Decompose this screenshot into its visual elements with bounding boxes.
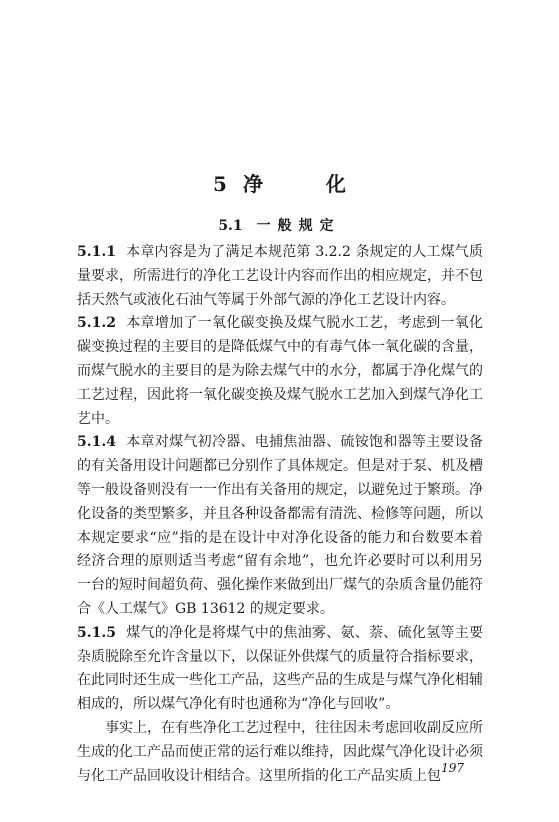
clause-paragraph <box>77 431 483 621</box>
clause-paragraph <box>77 312 483 431</box>
section-number: 5.1 <box>218 218 243 234</box>
page-number: 197 <box>441 761 464 775</box>
clause-paragraph <box>77 622 483 717</box>
section-title <box>0 215 559 235</box>
clause-number: 5.1.5 <box>77 624 116 641</box>
paragraph-text: 煤气的净化是将煤气中的焦油雾、氨、萘、硫化氢等主要杂质脱除至允许含量以下，以保证外供煤气的质量符合指标要求，在此同时还生成一些化工产品，这些产品的生成是与煤气净化相辅相成的，所以煤气净化有时也通称为“净化与回收”。 <box>77 624 483 713</box>
paragraph-text: 事实上，在有些净化工艺过程中，往往因未考虑回收副反应所生成的化工产品而使正常的运行难以维持，因此煤气净化设计必须与化工产品回收设计相结合。这里所指的化工产品实质上包 <box>77 719 483 784</box>
clause-paragraph <box>77 241 483 312</box>
paragraph-text: 本章对煤气初冷器、电捕焦油器、硫铵饱和器等主要设备的有关备用设计问题都已分别作了具体规定。但是对于泵、机及槽等一般设备则没有一一作出有关备用的规定，以避免过于繁琐。净化设备的类型繁多，并且各种设备都需有清洗、检修等问题，所以本规定要求“应”指的是在设计中对净化设备的能力和台数要本着经济合理的原则适当考虑“留有余地”，也允许必要时可以利用另一台的短时间超负荷、强化操作来做到出厂煤气的杂质含量仍能符合《人工煤气》GB 13612 的规定要求。 <box>77 434 483 617</box>
clause-number: 5.1.2 <box>77 315 116 332</box>
clause-number: 5.1.1 <box>77 244 116 260</box>
chapter-heading-text: 净 化 <box>242 172 374 196</box>
body-text <box>77 241 483 788</box>
paragraph-text: 本章增加了一氧化碳变换及煤气脱水工艺，考虑到一氧化碳变换过程的主要目的是降低煤气中的有毒气体一氧化碳的含量，而煤气脱水的主要目的是为除去煤气中的水分，都属于净化煤气的工艺过程，因此将一氧化碳变换及煤气脱水工艺加入到煤气净化工艺中。 <box>77 315 483 427</box>
continuation-paragraph <box>77 717 483 788</box>
chapter-number: 5 <box>213 172 229 196</box>
section-heading-text: 一般规定 <box>256 218 341 234</box>
paragraph-text: 本章内容是为了满足本规范第 3.2.2 条规定的人工煤气质量要求，所需进行的净化工艺设计内容而作出的相应规定，并不包括天然气或液化石油气等属于外部气源的净化工艺设计内容。 <box>77 244 483 308</box>
chapter-title <box>0 168 559 197</box>
clause-number: 5.1.4 <box>77 434 116 451</box>
